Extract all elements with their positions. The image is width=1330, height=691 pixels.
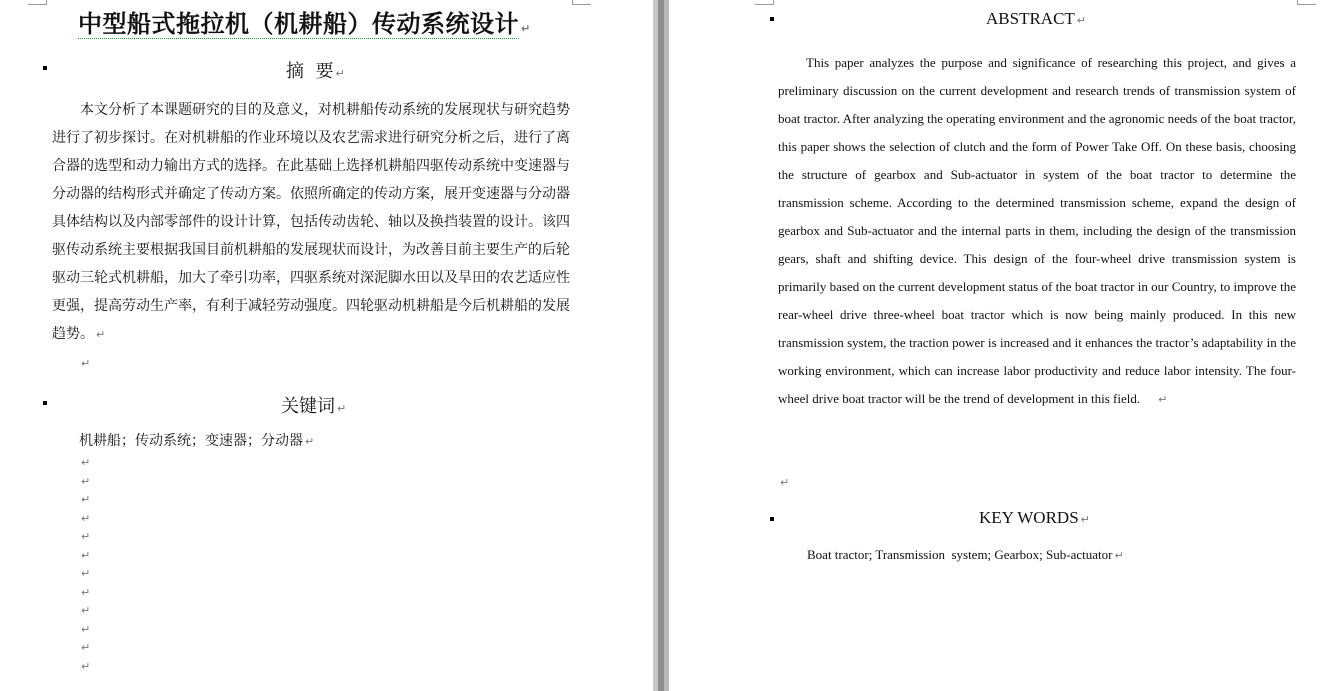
empty-paragraph: ↵ [81,474,91,488]
heading-bullet [43,401,47,405]
empty-paragraph: ↵ [81,604,91,617]
crop-mark-top-left [28,0,47,5]
crop-mark-top-right [1297,0,1316,5]
empty-paragraph: ↵ [81,493,91,506]
heading-bullet [770,17,774,21]
empty-paragraph: ↵ [81,530,91,543]
empty-paragraph: ↵ [81,659,91,673]
empty-paragraph: ↵ [81,641,91,654]
empty-paragraph-list [79,452,90,674]
document-page-left[interactable] [0,0,653,691]
empty-paragraph: ↵ [780,476,790,489]
empty-paragraph: ↵ [81,567,91,580]
abstract-heading-cn: 摘 要 ↵ [286,61,345,82]
abstract-body-en: This paper analyzes the purpose and significance of researching this project, and gives a preliminary discussion on the current development and research trends of transmission system of boat tractor. After analyzing the operating environment and the agronomic needs of the boat tractor, this paper shows the selection of clutch and the form of Power Take Off. On these basis, choosing the structure of gearbox and Sub-actuator in system of the boat tractor to determine the transmission scheme. According to the determined transmission scheme, expand the design of gearbox and Sub-actuator and the internal parts in them, including the design of the transmission gears, shaft and shifting device. This design of the four-wheel drive transmission system is primarily based on the current development status of the boat tractor in our Country, to improve the rear-wheel drive three-wheel boat tractor which is now being mainly produced. In this new transmission system, the traction power is increased and it enhances the tractor’s adaptability in the working environment, which can increase labor productivity and reduce labor intensity. The four-wheel drive boat tractor will be the trend of development in this field. ↵ [778,55,1296,406]
empty-paragraph: ↵ [81,622,91,636]
heading-bullet [770,517,774,521]
crop-mark-top-left [755,0,774,5]
keywords-en: Boat tractor; Transmission system; Gearbox; Sub-actuator ↵ [807,547,1124,562]
document-page-right[interactable] [669,0,1330,691]
abstract-heading-en: ABSTRACT ↵ [986,9,1087,28]
document-title: 中型船式拖拉机（机耕船）传动系统设计 ↵ [78,10,531,38]
empty-paragraph: ↵ [81,456,91,469]
empty-paragraph: ↵ [81,548,91,562]
paragraph-mark: ↵ [521,22,531,35]
crop-mark-top-right [572,0,591,5]
keywords-cn: 机耕船；传动系统；变速器；分动器 ↵ [79,433,315,449]
abstract-body-cn: 本文分析了本课题研究的目的及意义，对机耕船传动系统的发展现状与研究趋势进行了初步探讨。在对机耕船的作业环境以及农艺需求进行研究分析之后，进行了离合器的选型和动力输出方式的选择。在此基础上选择机耕船四驱传动系统中变速器与分动器的结构形式并确定了传动方案。依照所确定的传动方案，展开变速器与分动器具体结构以及内部零部件的设计计算，包括传动齿轮、轴以及换挡装置的设计。该四驱传动系统主要根据我国目前机耕船的发展现状而设计，为改善目前主要生产的后轮驱动三轮式机耕船，加大了牵引功率，四驱系统对深泥脚水田以及旱田的农艺适应性更强，提高劳动生产率，有利于减轻劳动强度。四轮驱动机耕船是今后机耕船的发展趋势。 ↵ [52,102,570,342]
heading-bullet [43,66,47,70]
empty-paragraph: ↵ [81,585,91,599]
keywords-heading-cn: 关键词 ↵ [281,396,347,417]
empty-paragraph: ↵ [81,511,91,525]
empty-paragraph: ↵ [81,357,91,370]
keywords-heading-en: KEY WORDS ↵ [979,508,1090,527]
